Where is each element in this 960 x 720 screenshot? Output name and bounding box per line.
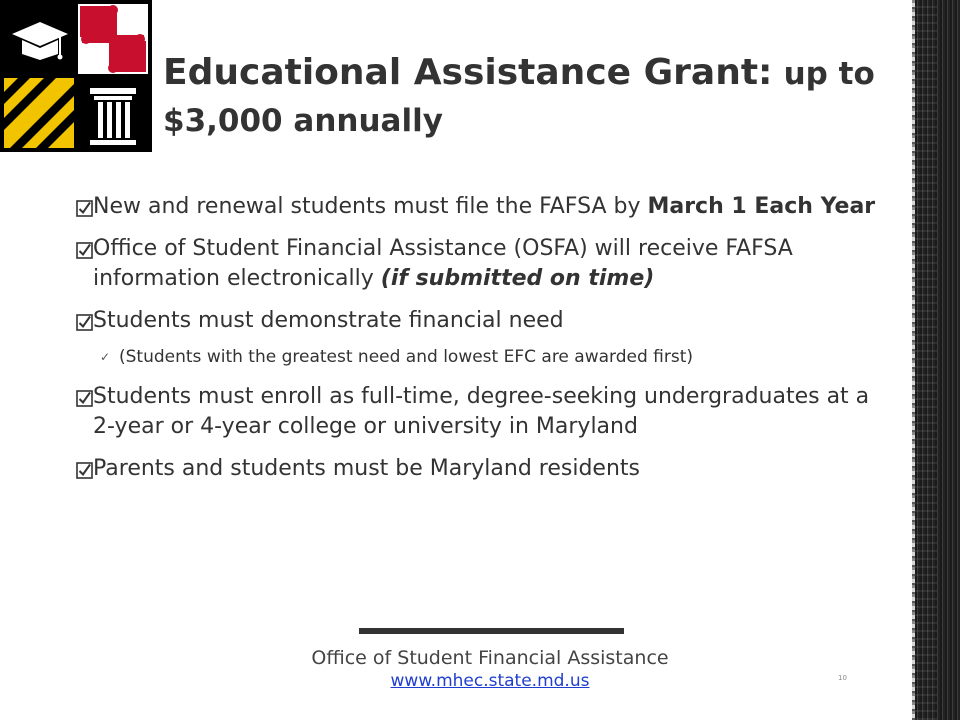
checkbox-checked-icon <box>76 458 93 475</box>
maryland-bars-icon <box>4 78 74 148</box>
bullet-list <box>76 192 876 496</box>
bullet-item <box>76 306 876 336</box>
check-mark-icon: ✓ <box>100 350 111 364</box>
checkbox-checked-icon <box>76 386 93 403</box>
bullet-text: Parents and students must be Maryland residents <box>93 456 640 481</box>
slide-title <box>163 50 883 144</box>
sub-bullet-item <box>102 344 876 370</box>
bullet-text: Students must enroll as full-time, degree-seeking undergraduates at a 2-year or 4-year college or university in Maryland <box>93 384 870 439</box>
bullet-item <box>76 234 876 294</box>
bullet-text: Students must demonstrate financial need <box>93 308 564 333</box>
footer-divider <box>359 628 624 634</box>
maryland-higher-ed-logo <box>0 0 152 152</box>
bullet-text: March 1 Each Year <box>647 194 876 219</box>
bullet-item <box>76 192 876 222</box>
page-number: 10 <box>838 674 847 682</box>
bullet-text: New and renewal students must file the FAFSA by <box>93 194 648 219</box>
side-stripe-decoration <box>915 0 960 720</box>
title-main: Educational Assistance Grant: <box>163 52 773 93</box>
footer-url-link[interactable]: www.mhec.state.md.us <box>390 671 590 691</box>
sub-bullet-text: (Students with the greatest need and lowest EFC are awarded first) <box>119 347 694 367</box>
title-sub: up to $3,000 annually <box>163 56 875 139</box>
checkbox-checked-icon <box>76 238 93 255</box>
footer <box>290 646 690 692</box>
footer-office: Office of Student Financial Assistance <box>311 647 669 669</box>
bullet-item <box>76 382 876 442</box>
checkbox-checked-icon <box>76 196 93 213</box>
maryland-cross-icon <box>78 4 148 74</box>
bullet-text: (if submitted on time) <box>380 266 655 291</box>
checkbox-checked-icon <box>76 310 93 327</box>
bullet-item <box>76 454 876 484</box>
bullet-text: Office of Student Financial Assistance (OSFA) will receive FAFSA information electronically <box>93 236 793 291</box>
